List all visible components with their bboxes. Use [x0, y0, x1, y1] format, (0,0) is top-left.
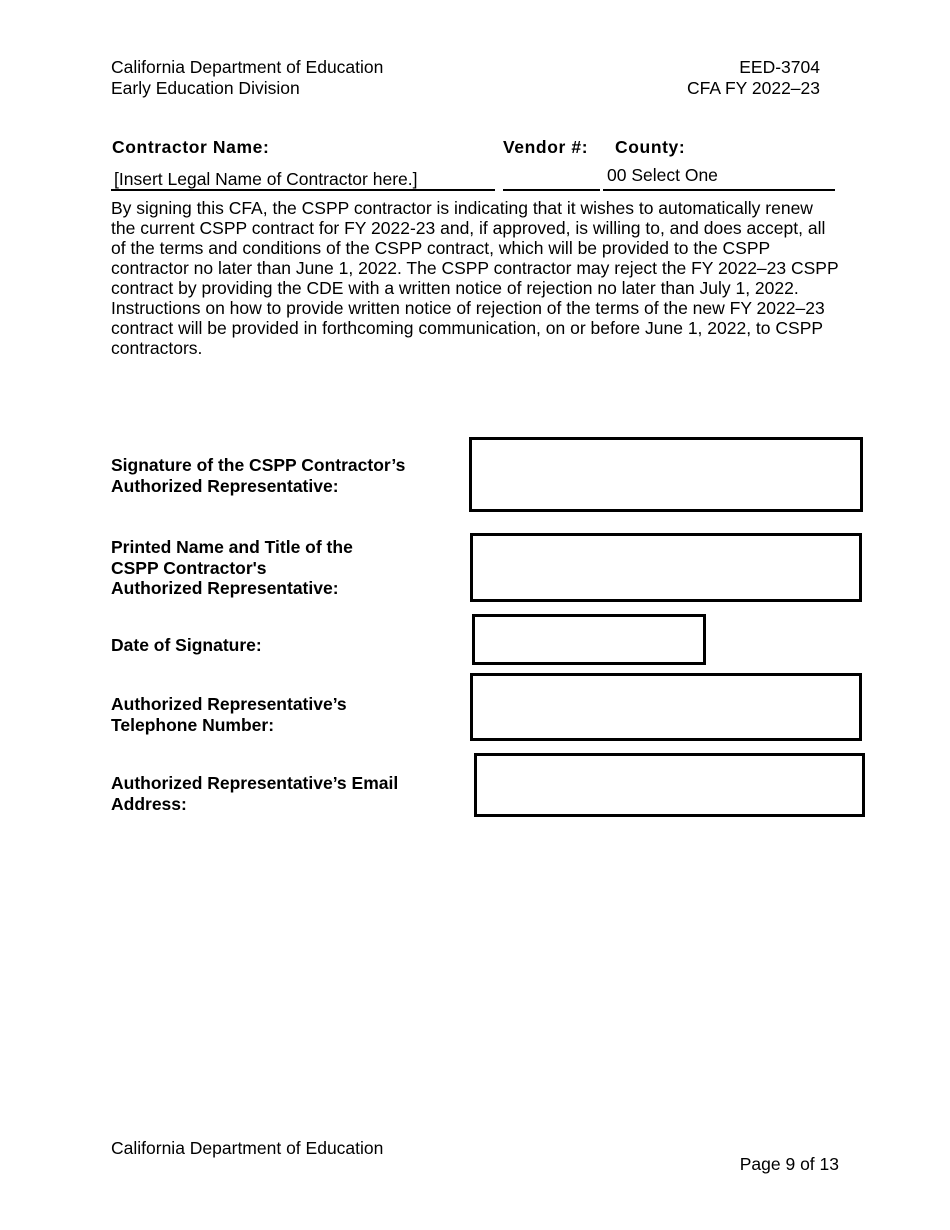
signature-label-line1: Signature of the CSPP Contractor’s: [111, 455, 406, 475]
contractor-name-label: Contractor Name:: [112, 137, 270, 157]
county-select[interactable]: [603, 167, 835, 191]
phone-label: [111, 694, 347, 735]
printed-name-label-line1: Printed Name and Title of the: [111, 537, 353, 557]
date-field[interactable]: [472, 614, 706, 665]
printed-name-field[interactable]: [470, 533, 862, 602]
county-value: 00 Select One: [607, 165, 718, 185]
contractor-name-value: [Insert Legal Name of Contractor here.]: [114, 169, 418, 189]
phone-label-line1: Authorized Representative’s: [111, 694, 347, 714]
signature-label: [111, 455, 405, 496]
phone-label-line2: Telephone Number:: [111, 714, 275, 735]
header-form-id: EED-3704: [739, 57, 820, 77]
county-label: County:: [615, 137, 686, 157]
header-form-title: CFA FY 2022–23: [687, 78, 820, 98]
signature-label-line2: Authorized Representative:: [111, 475, 339, 496]
phone-field[interactable]: [470, 673, 862, 741]
email-field[interactable]: [474, 753, 865, 817]
contractor-name-field[interactable]: [111, 167, 495, 191]
printed-name-label: [111, 537, 353, 599]
header-org-line1: California Department of Education: [111, 57, 384, 77]
email-label-line1: Authorized Representative’s Email: [111, 773, 399, 793]
statement-paragraph: By signing this CFA, the CSPP contractor is indicating that it wishes to automatically renew the current CSPP contract for FY 2022-23 and, if approved, is willing to, and does accept, all of the terms and conditions of the CSPP contract, which will be provided to the CSPP contractor no later than June 1, 2022. The CSPP contractor may reject the FY 2022–23 CSPP contract by providing the CDE with a written notice of rejection no later than July 1, 2022. Instructions on how to provide written notice of rejection of the terms of the new FY 2022–23 contract will be provided in forthcoming communication, on or before June 1, 2022, to CSPP contractors.: [111, 198, 839, 358]
printed-name-label-line3: Authorized Representative:: [111, 578, 339, 598]
header-form-block: [687, 57, 820, 99]
printed-name-label-line2: CSPP Contractor's: [111, 557, 267, 578]
email-label: [111, 773, 398, 814]
email-label-line2: Address:: [111, 793, 187, 814]
vendor-label: Vendor #:: [503, 137, 589, 157]
header-org-block: [111, 57, 383, 99]
footer-page-number: Page 9 of 13: [739, 1154, 839, 1174]
date-label: Date of Signature:: [111, 635, 262, 655]
signature-field[interactable]: [469, 437, 863, 512]
footer-org: California Department of Education: [111, 1138, 384, 1158]
header-org-line2: Early Education Division: [111, 78, 300, 98]
vendor-field[interactable]: [503, 167, 600, 191]
